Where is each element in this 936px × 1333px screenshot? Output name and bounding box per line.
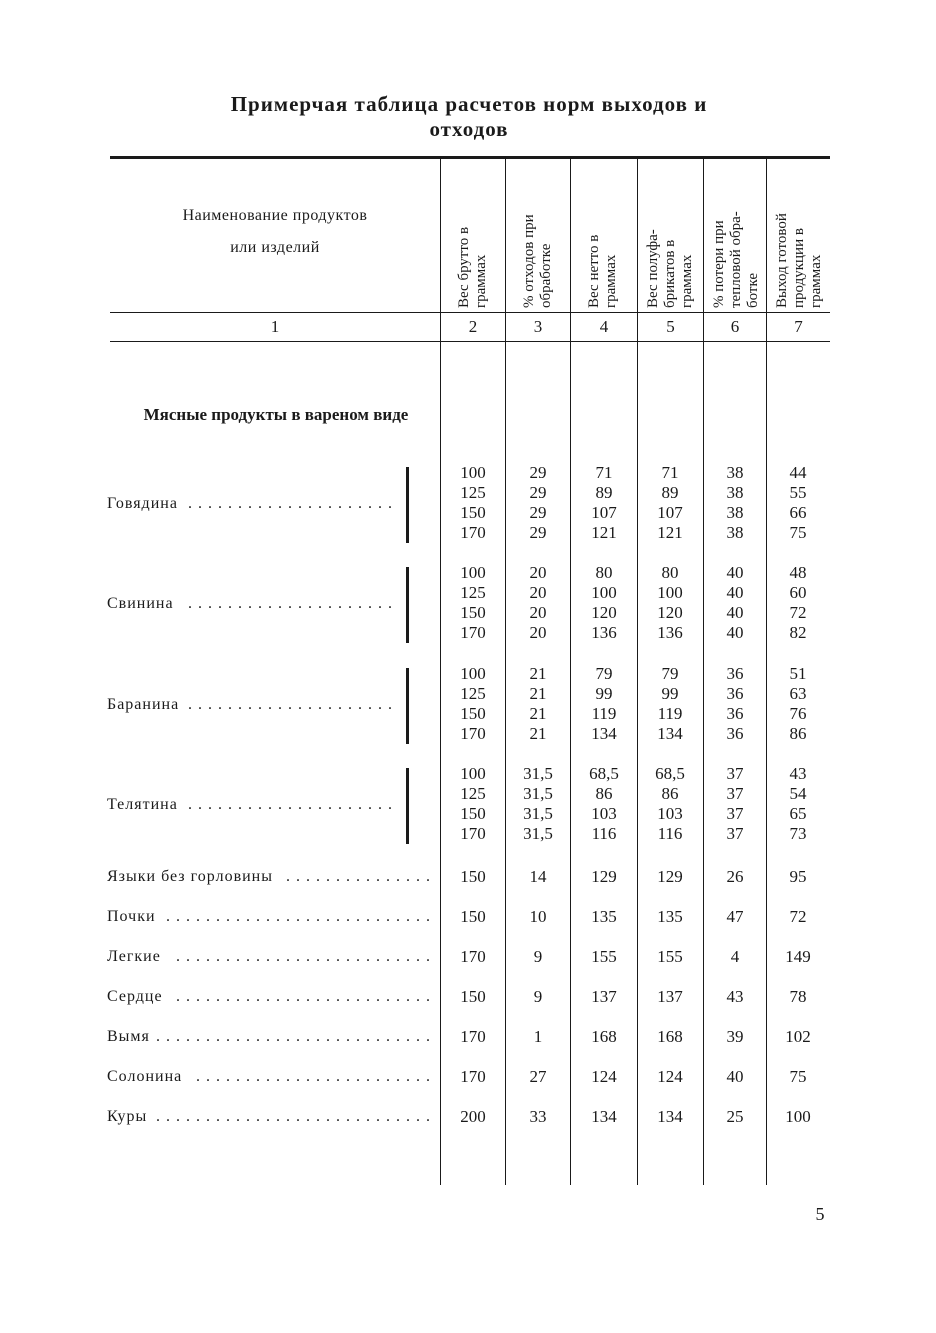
product-name: Языки без горловины: [107, 868, 273, 885]
cell-gross: 200: [460, 1107, 486, 1126]
header-semi-finished-weight: [639, 160, 701, 310]
cell-semi: 121: [657, 523, 683, 542]
cell-waste: 29: [529, 483, 547, 502]
cell-net: 129: [591, 867, 617, 886]
cell-loss: 26: [726, 867, 744, 886]
cell-semi: 120: [657, 603, 683, 622]
cell-net: 124: [591, 1067, 617, 1086]
cell-gross: 150: [460, 804, 486, 823]
dot-leader: .....................: [188, 696, 398, 713]
cell-yield: 48: [789, 563, 807, 582]
cell-gross: 100: [460, 563, 486, 582]
cell-semi: 136: [657, 623, 683, 642]
cell-waste: 29: [529, 503, 547, 522]
cell-loss: 4: [730, 947, 740, 966]
title-line-2: отходов: [429, 117, 509, 141]
cell-loss: 25: [726, 1107, 744, 1126]
cell-gross: 170: [460, 724, 486, 743]
cell-gross: 170: [460, 947, 486, 966]
cell-semi: 103: [657, 804, 683, 823]
cell-yield: 51: [789, 664, 807, 683]
divider-col-1: [440, 159, 441, 1185]
divider-col-4: [637, 159, 638, 1185]
dot-leader: ...........................: [166, 908, 436, 925]
cell-yield: 75: [789, 523, 807, 542]
cell-net: 135: [591, 907, 617, 926]
section-title: Мясные продукты в вареном виде: [143, 405, 409, 424]
cell-net: 86: [595, 784, 613, 803]
cell-waste: 1: [533, 1027, 543, 1046]
cell-yield: 54: [789, 784, 807, 803]
cell-semi: 68,5: [655, 764, 685, 783]
cell-net: 137: [591, 987, 617, 1006]
product-name: Почки: [107, 908, 156, 925]
cell-semi: 99: [661, 684, 679, 703]
cell-loss: 40: [726, 623, 744, 642]
cell-gross: 150: [460, 603, 486, 622]
header-waste-percent: [507, 160, 569, 310]
cell-loss: 40: [726, 1067, 744, 1086]
cell-yield: 72: [789, 603, 807, 622]
cell-yield: 82: [789, 623, 807, 642]
cell-gross: 170: [460, 623, 486, 642]
cell-loss: 38: [726, 483, 744, 502]
product-name: Легкие: [107, 948, 161, 965]
group-brace: [406, 768, 409, 844]
cell-waste: 14: [529, 867, 547, 886]
header-heat-loss-percent-text: % потери при тепловой обра- ботке: [710, 211, 761, 308]
cell-gross: 170: [460, 1067, 486, 1086]
cell-gross: 150: [460, 704, 486, 723]
column-number-4: 4: [599, 317, 609, 336]
cell-semi: 71: [661, 463, 679, 482]
cell-gross: 125: [460, 684, 486, 703]
cell-net: 155: [591, 947, 617, 966]
cell-semi: 129: [657, 867, 683, 886]
dot-leader: ............................: [156, 1108, 436, 1125]
cell-yield: 78: [789, 987, 807, 1006]
header-name-line-2: или изделий: [230, 239, 320, 256]
cell-semi: 155: [657, 947, 683, 966]
cell-loss: 37: [726, 804, 744, 823]
cell-loss: 37: [726, 784, 744, 803]
cell-loss: 39: [726, 1027, 744, 1046]
header-product-name: [110, 200, 440, 264]
cell-loss: 36: [726, 664, 744, 683]
product-name: Говядина: [107, 495, 178, 512]
dot-leader: ............................: [156, 1028, 436, 1045]
dot-leader: .....................: [188, 495, 398, 512]
cell-waste: 9: [533, 987, 543, 1006]
cell-net: 100: [591, 583, 617, 602]
cell-waste: 21: [529, 724, 547, 743]
cell-yield: 86: [789, 724, 807, 743]
cell-loss: 38: [726, 463, 744, 482]
cell-semi: 135: [657, 907, 683, 926]
cell-gross: 150: [460, 987, 486, 1006]
cell-loss: 36: [726, 704, 744, 723]
cell-semi: 137: [657, 987, 683, 1006]
cell-net: 136: [591, 623, 617, 642]
cell-net: 80: [595, 563, 613, 582]
cell-semi: 134: [657, 724, 683, 743]
dot-leader: ..........................: [176, 988, 436, 1005]
cell-yield: 44: [789, 463, 807, 482]
cell-loss: 38: [726, 523, 744, 542]
header-rule: [110, 312, 830, 313]
cell-loss: 40: [726, 563, 744, 582]
cell-net: 79: [595, 664, 613, 683]
cell-yield: 149: [785, 947, 811, 966]
cell-waste: 20: [529, 603, 547, 622]
cell-loss: 36: [726, 724, 744, 743]
page-number: 5: [815, 1204, 825, 1224]
cell-gross: 100: [460, 463, 486, 482]
product-name: Баранина: [107, 696, 180, 713]
divider-col-3: [570, 159, 571, 1185]
cell-net: 120: [591, 603, 617, 622]
cell-waste: 20: [529, 623, 547, 642]
column-number-7: 7: [794, 317, 803, 336]
header-net-weight: [572, 160, 634, 310]
cell-waste: 31,5: [523, 764, 553, 783]
cell-net: 107: [591, 503, 617, 522]
header-heat-loss-percent: [705, 160, 767, 310]
cell-loss: 40: [726, 583, 744, 602]
header-gross-weight: [442, 160, 504, 310]
cell-semi: 134: [657, 1107, 683, 1126]
product-name: Сердце: [107, 988, 163, 1005]
cell-net: 116: [591, 824, 617, 843]
cell-loss: 37: [726, 824, 744, 843]
cell-semi: 100: [657, 583, 683, 602]
cell-waste: 9: [533, 947, 543, 966]
group-brace: [406, 467, 409, 543]
cell-waste: 31,5: [523, 804, 553, 823]
cell-gross: 150: [460, 907, 486, 926]
cell-yield: 102: [785, 1027, 811, 1046]
cell-yield: 65: [789, 804, 807, 823]
cell-semi: 168: [657, 1027, 683, 1046]
cell-waste: 27: [529, 1067, 547, 1086]
group-brace: [406, 567, 409, 643]
cell-yield: 60: [789, 583, 807, 602]
cell-net: 103: [591, 804, 617, 823]
cell-semi: 124: [657, 1067, 683, 1086]
dot-leader: ..........................: [176, 948, 436, 965]
header-waste-percent-text: % отходов при обработке: [521, 214, 554, 308]
cell-yield: 95: [789, 867, 807, 886]
cell-net: 71: [595, 463, 613, 482]
header-name-line-1: Наименование продуктов: [182, 207, 368, 224]
numbers-rule: [110, 341, 830, 342]
cell-waste: 10: [529, 907, 547, 926]
cell-yield: 72: [789, 907, 807, 926]
cell-net: 168: [591, 1027, 617, 1046]
cell-waste: 31,5: [523, 824, 553, 843]
cell-waste: 21: [529, 664, 547, 683]
cell-gross: 100: [460, 764, 486, 783]
dot-leader: .....................: [188, 595, 398, 612]
cell-gross: 170: [460, 523, 486, 542]
cell-net: 121: [591, 523, 617, 542]
cell-loss: 43: [726, 987, 744, 1006]
cell-waste: 21: [529, 704, 547, 723]
table-title: [110, 92, 828, 142]
column-number-1: 1: [270, 317, 280, 336]
divider-col-2: [505, 159, 506, 1185]
dot-leader: .....................: [188, 796, 398, 813]
header-semi-finished-weight-text: Вес полуфа- брикатов в граммах: [644, 229, 695, 308]
top-rule: [110, 156, 830, 159]
cell-semi: 79: [661, 664, 679, 683]
cell-waste: 31,5: [523, 784, 553, 803]
cell-net: 68,5: [589, 764, 619, 783]
cell-gross: 150: [460, 503, 486, 522]
column-number-6: 6: [730, 317, 740, 336]
header-finished-yield-text: Выход готовой продукции в граммах: [773, 213, 824, 308]
cell-semi: 119: [657, 704, 683, 723]
product-name: Телятина: [107, 796, 178, 813]
header-finished-yield: [768, 160, 830, 310]
group-brace: [406, 668, 409, 744]
column-number-5: 5: [666, 317, 675, 336]
header-gross-weight-text: Вес брутто в граммах: [456, 226, 489, 308]
cell-loss: 38: [726, 503, 744, 522]
cell-gross: 150: [460, 867, 486, 886]
column-number-2: 2: [468, 317, 478, 336]
cell-gross: 125: [460, 583, 486, 602]
cell-loss: 36: [726, 684, 744, 703]
cell-net: 134: [591, 1107, 617, 1126]
cell-net: 119: [591, 704, 617, 723]
cell-waste: 29: [529, 523, 547, 542]
cell-gross: 170: [460, 824, 486, 843]
cell-net: 134: [591, 724, 617, 743]
cell-net: 89: [595, 483, 613, 502]
product-name: Свинина: [107, 595, 174, 612]
cell-yield: 55: [789, 483, 807, 502]
cell-gross: 170: [460, 1027, 486, 1046]
cell-waste: 21: [529, 684, 547, 703]
cell-semi: 116: [657, 824, 683, 843]
cell-semi: 107: [657, 503, 683, 522]
cell-yield: 76: [789, 704, 807, 723]
cell-semi: 86: [661, 784, 679, 803]
cell-semi: 89: [661, 483, 679, 502]
cell-loss: 40: [726, 603, 744, 622]
cell-gross: 125: [460, 483, 486, 502]
cell-semi: 80: [661, 563, 679, 582]
dot-leader: ...............: [286, 868, 436, 885]
cell-waste: 29: [529, 463, 547, 482]
title-line-1: Примерчая таблица расчетов норм выходов и: [230, 92, 708, 116]
cell-yield: 43: [789, 764, 807, 783]
product-name: Вымя: [107, 1028, 150, 1045]
cell-waste: 20: [529, 583, 547, 602]
cell-yield: 73: [789, 824, 807, 843]
dot-leader: ........................: [196, 1068, 436, 1085]
cell-gross: 125: [460, 784, 486, 803]
cell-net: 99: [595, 684, 613, 703]
divider-col-6: [766, 159, 767, 1185]
cell-yield: 100: [785, 1107, 811, 1126]
cell-waste: 20: [529, 563, 547, 582]
column-number-3: 3: [533, 317, 543, 336]
header-net-weight-text: Вес нетто в граммах: [586, 234, 619, 308]
cell-yield: 75: [789, 1067, 807, 1086]
product-name: Куры: [107, 1108, 148, 1125]
cell-gross: 100: [460, 664, 486, 683]
cell-yield: 66: [789, 503, 807, 522]
cell-loss: 47: [726, 907, 744, 926]
cell-yield: 63: [789, 684, 807, 703]
divider-col-5: [703, 159, 704, 1185]
cell-waste: 33: [529, 1107, 547, 1126]
cell-loss: 37: [726, 764, 744, 783]
product-name: Солонина: [107, 1068, 183, 1085]
